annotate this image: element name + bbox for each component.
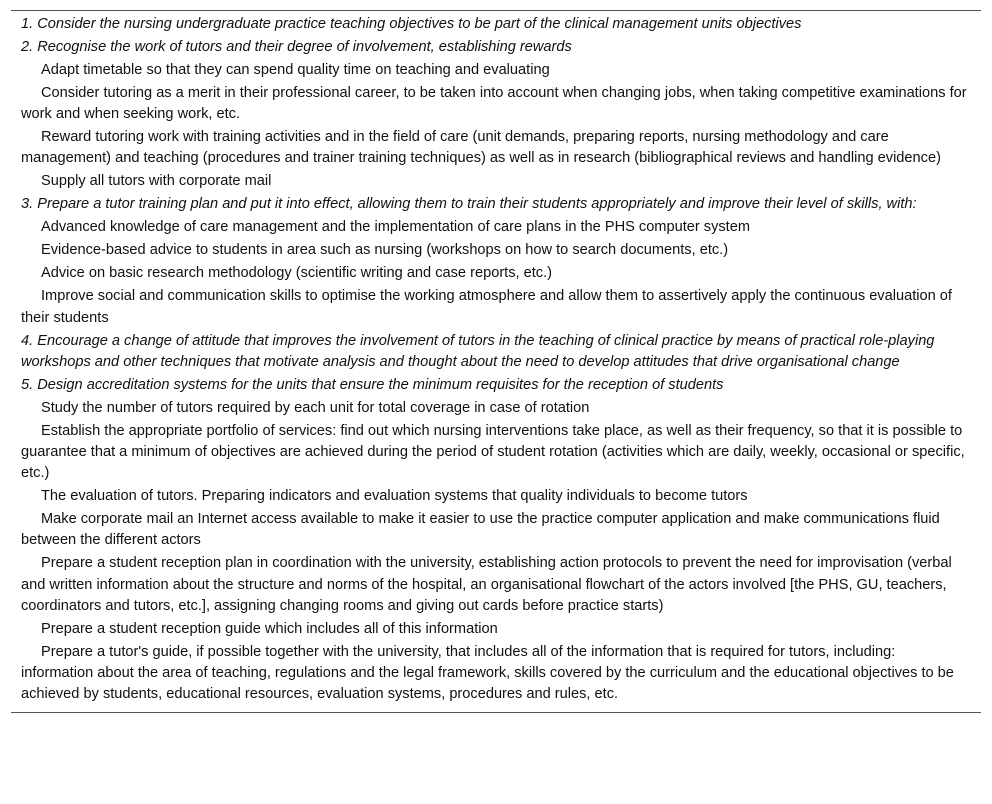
table-row-item: Supply all tutors with corporate mail — [41, 173, 272, 190]
table-body — [11, 11, 981, 712]
table-row-item: The evaluation of tutors. Preparing indicators and evaluation systems that quality individuals to become tutors — [41, 488, 748, 505]
table-row-item: Advanced knowledge of care management and the implementation of care plans in the PHS computer system — [41, 219, 751, 236]
table-row-item: Prepare a student reception plan in coordination with the university, establishing action protocols to prevent the need for improvisation (verbal and written information about the structure and norms of the hospital, an organisational flowchart of the actors involved [the PHS, GU, teachers, coordinators and tutors, etc.], assigning changing rooms and giving out cards before practice starts) — [21, 555, 952, 614]
table-row-heading: 5. Design accreditation systems for the units that ensure the minimum requisites for the reception of students — [21, 376, 724, 393]
table-row-item: Establish the appropriate portfolio of services: find out which nursing interventions take place, as well as their frequency, so that it is possible to guarantee that a minimum of objectives are achieved during the period of student rotation (activities which are daily, weekly, occasional or specific, etc.) — [21, 422, 965, 482]
table-row-item: Evidence-based advice to students in area such as nursing (workshops on how to search documents, etc.) — [41, 242, 729, 259]
table-row-heading: 1. Consider the nursing undergraduate practice teaching objectives to be part of the clinical management units objectives — [21, 16, 802, 32]
table-row-heading: 2. Recognise the work of tutors and their degree of involvement, establishing rewards — [21, 39, 572, 55]
table-row-item: Prepare a student reception guide which includes all of this information — [41, 620, 498, 637]
table-row-heading: 3. Prepare a tutor training plan and put it into effect, allowing them to train their students appropriately and improve their level of skills, with: — [21, 196, 917, 213]
table-row-item: Adapt timetable so that they can spend quality time on teaching and evaluating — [41, 62, 550, 78]
table-row-heading: 4. Encourage a change of attitude that improves the involvement of tutors in the teaching of clinical practice by means of practical role-playing workshops and other techniques that motivate analysis and thought about the need to develop attitudes that drive organisational change — [21, 332, 935, 370]
recommendations-table — [11, 10, 981, 713]
table-row-item: Make corporate mail an Internet access available to make it easier to use the practice computer application and make communications fluid between the different actors — [21, 511, 940, 549]
table-row-item: Advice on basic research methodology (scientific writing and case reports, etc.) — [41, 265, 553, 282]
table-row-item: Reward tutoring work with training activities and in the field of care (unit demands, preparing reports, nursing methodology and care management) and teaching (procedures and trainer training techniques) as well as in research (bibliographical reviews and handling evidence) — [21, 129, 941, 167]
table-row-item: Consider tutoring as a merit in their professional career, to be taken into account when changing jobs, when taking competitive examinations for work and when seeking work, etc. — [21, 85, 967, 123]
table-row-item: Prepare a tutor's guide, if possible together with the university, that includes all of the information that is required for tutors, including: information about the area of teaching, regulations and the legal framework, skills covered by the curriculum and the educational objectives to be achieved by students, educational resources, evaluation systems, procedures and rules, etc. — [21, 643, 954, 703]
table-row-item: Improve social and communication skills to optimise the working atmosphere and allow them to assertively apply the continuous evaluation of their students — [21, 288, 952, 326]
table-row-item: Study the number of tutors required by each unit for total coverage in case of rotation — [41, 399, 590, 416]
